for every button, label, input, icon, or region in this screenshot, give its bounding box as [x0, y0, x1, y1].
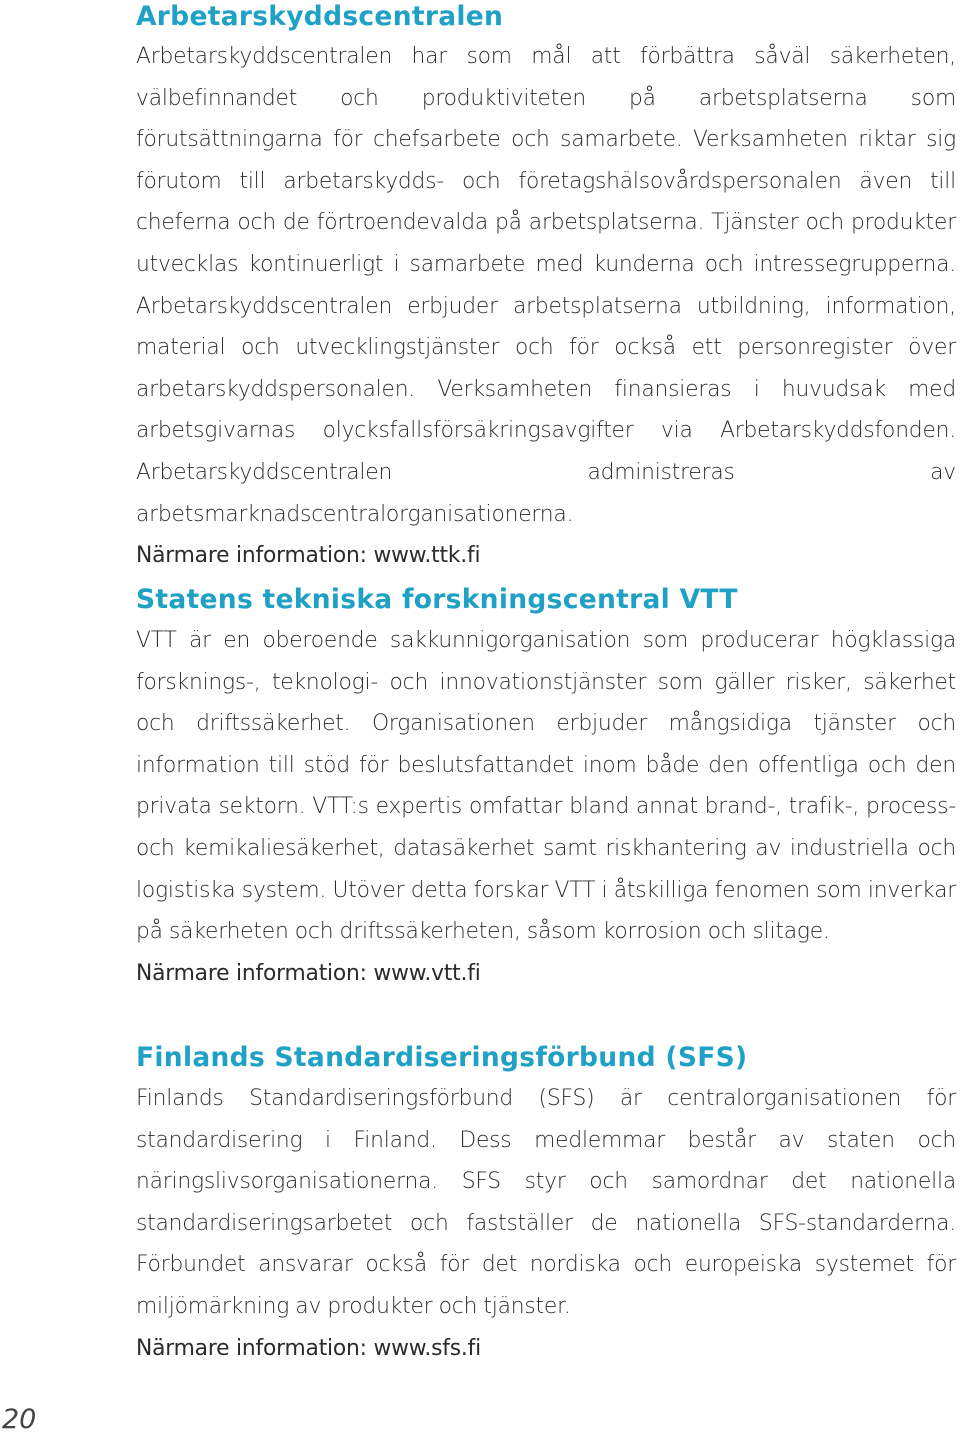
section-heading: Arbetarskyddscentralen: [136, 1, 504, 32]
page-number: 20: [2, 1404, 37, 1435]
section-info-link: Närmare information: www.sfs.fi: [136, 1335, 481, 1361]
section-heading: Statens tekniska forskningscentral VTT: [136, 584, 738, 615]
section-body: Finlands Standardiseringsförbund (SFS) är centralorganisationen för standardisering i Finland. Dess medlemmar består av staten och näringslivsorganisationerna. SFS styr och samordnar det nationella standardiseringsarbetet och fastställer de nationella SFS-standarderna. Förbundet ansvarar också för det nordiska och europeiska systemet för miljömärkning av produkter och tjänster.: [136, 1086, 956, 1319]
section-sfs: [136, 1042, 956, 1369]
section-vtt: [136, 584, 956, 994]
section-body: Arbetarskyddscentralen har som mål att förbättra såväl säkerheten, välbefinnandet och produktiviteten på arbetsplatserna som förutsättningarna för chefsarbete och samarbete. Verksamheten riktar sig förutom till arbetarskydds- och företagshälsovårdspersonalen även till cheferna och de förtroendevalda på arbetsplatserna. Tjänster och produkter utvecklas kontinuerligt i samarbete med kunderna och intressegrupperna. Arbetarskyddscentralen erbjuder arbetsplatserna utbildning, information, material och utvecklingstjänster och för också ett personregister över arbetarskyddspersonalen. Verksamheten finansieras i huvudsak med arbetsgivarnas olycksfallsförsäkringsavgifter via Arbetarskyddsfonden. Arbetarskyddscentralen administreras av arbetsmarknadscentralorganisationerna.: [136, 44, 956, 527]
section-arbetarskyddscentralen: [136, 1, 956, 577]
section-heading: Finlands Standardiseringsförbund (SFS): [136, 1042, 748, 1073]
section-info-link: Närmare information: www.vtt.fi: [136, 960, 481, 986]
section-info-link: Närmare information: www.ttk.fi: [136, 543, 481, 569]
section-body: VTT är en oberoende sakkunnigorganisation som producerar högklassiga forsknings-, teknologi- och innovationstjänster som gäller risker, säkerhet och driftssäkerhet. Organisationen erbjuder mångsidiga tjänster och information till stöd för beslutsfattandet inom både den offentliga och den privata sektorn. VTT:s expertis omfattar bland annat brand-, trafik-, process- och kemikaliesäkerhet, datasäkerhet samt riskhantering av industriella och logistiska system. Utöver detta forskar VTT i åtskilliga fenomen som inverkar på säkerheten och driftssäkerheten, såsom korrosion och slitage.: [136, 628, 956, 945]
